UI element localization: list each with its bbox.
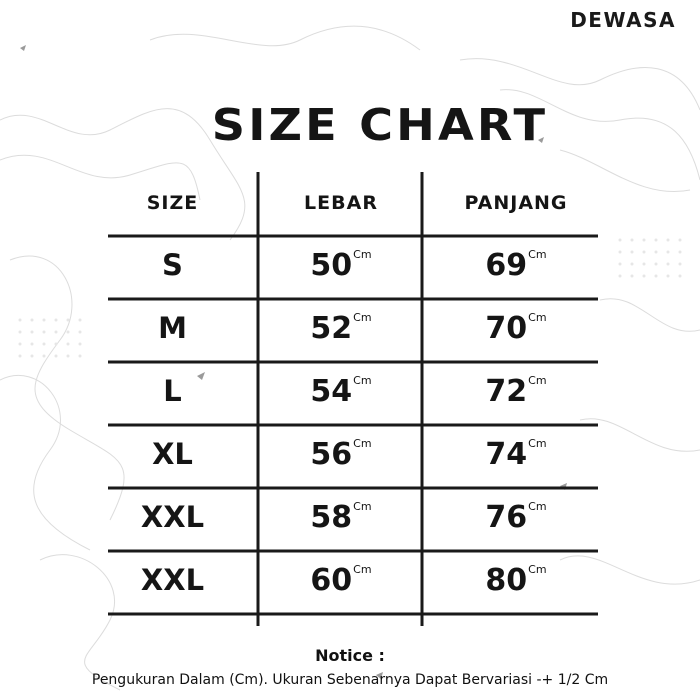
size-cell-value: XXL: [140, 563, 205, 597]
size-cell: [93, 437, 253, 471]
panjang-cell: [431, 248, 601, 283]
unit-label: Cm: [353, 563, 372, 576]
unit-label: Cm: [353, 374, 372, 387]
lebar-cell-value: 54: [310, 374, 353, 409]
unit-label: Cm: [353, 248, 372, 261]
unit-label: Cm: [528, 374, 547, 387]
lebar-cell-value: 60: [310, 563, 353, 598]
header-panjang: PANJANG: [464, 192, 568, 214]
panjang-cell-value: 70: [485, 311, 528, 346]
header-lebar: LEBAR: [304, 192, 378, 214]
unit-label: Cm: [528, 437, 547, 450]
size-cell-value: XXL: [140, 500, 205, 534]
size-cell-value: L: [163, 374, 182, 408]
unit-label: Cm: [353, 311, 372, 324]
size-cell-value: M: [158, 311, 187, 345]
panjang-cell-value: 72: [485, 374, 528, 409]
chart-title: SIZE CHART: [211, 100, 549, 151]
panjang-cell: [431, 500, 601, 535]
panjang-cell-value: 74: [485, 437, 528, 472]
size-cell: [93, 500, 253, 534]
size-cell: [93, 311, 253, 345]
header-size: SIZE: [146, 192, 199, 214]
lebar-cell: [266, 311, 416, 346]
size-cell: [93, 374, 253, 408]
unit-label: Cm: [528, 563, 547, 576]
unit-label: Cm: [353, 500, 372, 513]
lebar-cell: [266, 437, 416, 472]
notice-text: Pengukuran Dalam (Cm). Ukuran Sebenarnya Dapat Bervariasi -+ 1/2 Cm: [91, 672, 609, 688]
lebar-cell-value: 58: [310, 500, 353, 535]
lebar-cell: [266, 563, 416, 598]
unit-label: Cm: [353, 437, 372, 450]
lebar-cell: [266, 374, 416, 409]
panjang-cell: [431, 374, 601, 409]
unit-label: Cm: [528, 248, 547, 261]
unit-label: Cm: [528, 500, 547, 513]
unit-label: Cm: [528, 311, 547, 324]
size-cell: [93, 563, 253, 597]
lebar-cell-value: 52: [310, 311, 353, 346]
panjang-cell: [431, 563, 601, 598]
panjang-cell-value: 80: [485, 563, 528, 598]
notice-title: Notice :: [315, 646, 385, 665]
lebar-cell: [266, 500, 416, 535]
size-cell-value: S: [162, 248, 183, 282]
size-cell-value: XL: [152, 437, 193, 471]
panjang-cell-value: 76: [485, 500, 528, 535]
lebar-cell: [266, 248, 416, 283]
panjang-cell-value: 69: [485, 248, 528, 283]
brand-label: DEWASA: [570, 8, 676, 32]
panjang-cell: [431, 437, 601, 472]
panjang-cell: [431, 311, 601, 346]
lebar-cell-value: 56: [310, 437, 353, 472]
size-cell: [93, 248, 253, 282]
lebar-cell-value: 50: [310, 248, 353, 283]
